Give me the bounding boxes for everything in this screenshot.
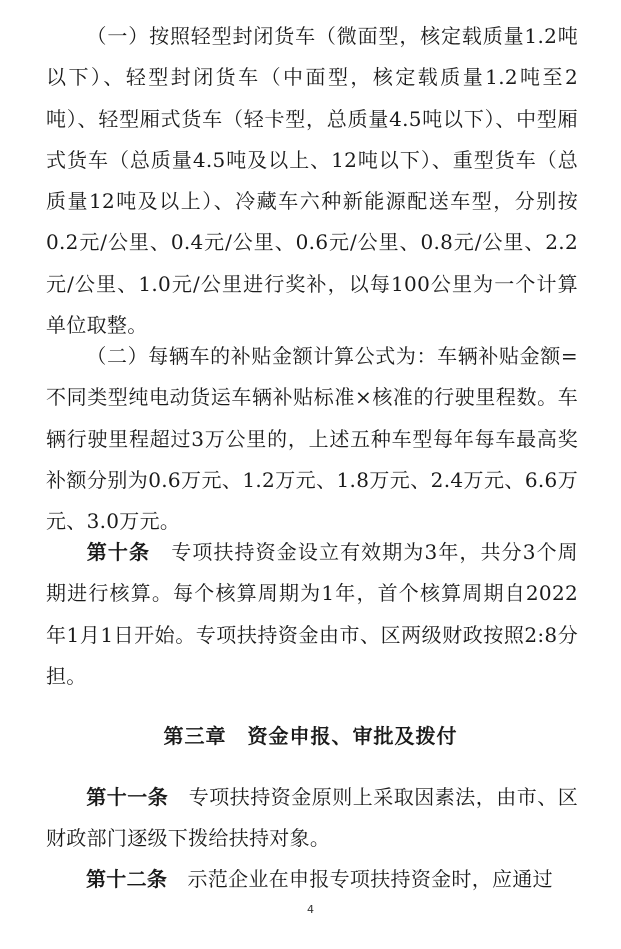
article-ten-text: 专项扶持资金设立有效期为3年，共分3个周期进行核算。每个核算周期为1年，首个核算周期自2022年1月1日开始。专项扶持资金由市、区两级财政按照2:8分担。 [46,540,578,688]
article-eleven-text: 专项扶持资金原则上采取因素法，由市、区财政部门逐级下拨给扶持对象。 [46,785,578,851]
article-ten [46,532,578,697]
article-twelve-label: 第十二条 [86,867,168,891]
article-eleven [46,777,578,860]
paragraph-one-text: （一）按照轻型封闭货车（微面型，核定载质量1.2吨以下）、轻型封闭货车（中面型，核定载质量1.2吨至2吨）、轻型厢式货车（轻卡型，总质量4.5吨以下）、中型厢式货车（总质量4.5吨及以上、12吨以下）、重型货车（总质量12吨及以上）、冷藏车六种新能源配送车型，分别按0.2元/公里、0.4元/公里、0.6元/公里、0.8元/公里、2.2元/公里、1.0元/公里进行奖补，以每100公里为一个计算单位取整。 [46,24,578,338]
article-ten-label: 第十条 [86,540,151,564]
paragraph-two [46,336,578,542]
page-number: 4 [307,903,314,916]
chapter-heading: 第三章 资金申报、审批及拨付 [163,724,458,748]
article-eleven-label: 第十一条 [86,785,169,809]
article-twelve [46,859,578,900]
paragraph-two-text: （二）每辆车的补贴金额计算公式为：车辆补贴金额=不同类型纯电动货运车辆补贴标准×核准的行驶里程数。车辆行驶里程超过3万公里的，上述五种车型每年每车最高奖补额分别为0.6万元、1.2万元、1.8万元、2.4万元、6.6万元、3.0万元。 [46,344,578,534]
paragraph-one [46,16,578,346]
article-twelve-text: 示范企业在申报专项扶持资金时，应通过 [187,867,553,891]
